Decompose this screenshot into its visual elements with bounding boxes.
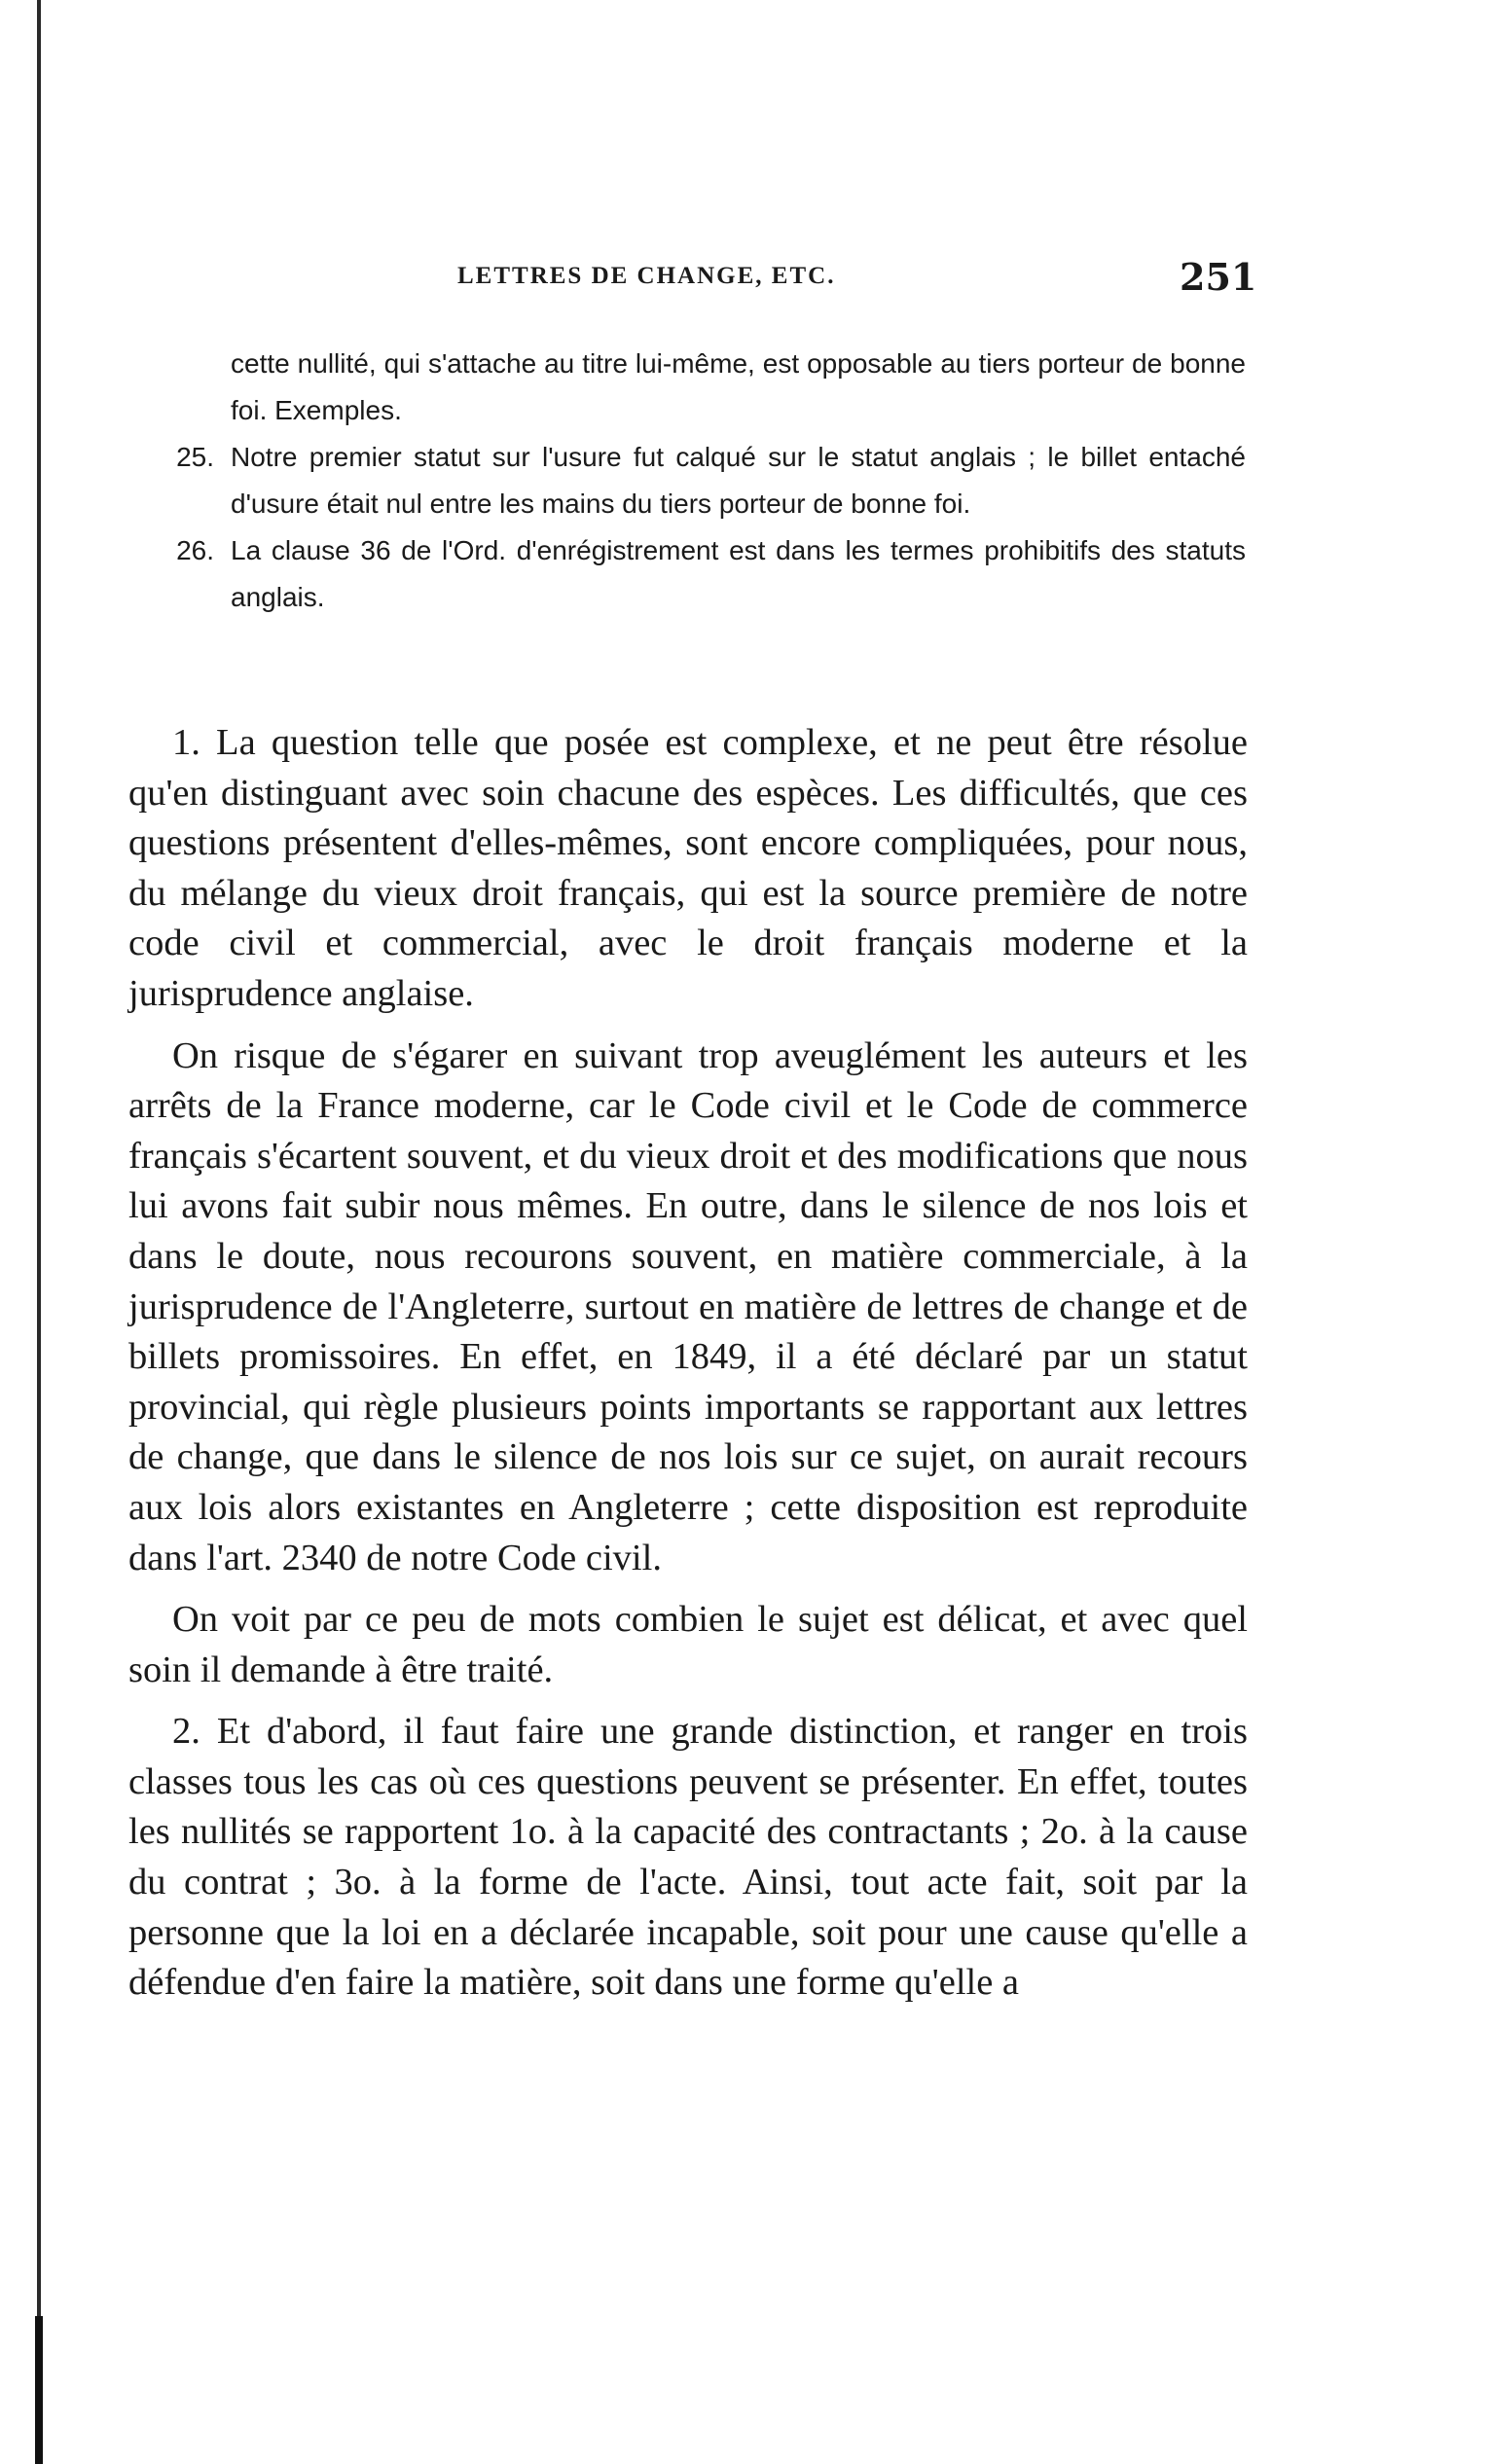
page-number: 251 [1180,255,1257,299]
summary-item [136,527,1246,621]
summary-item-text: cette nullité, qui s'attache au titre lui-même, est opposable au tiers porteur de bonne foi. Exemples. [231,348,1246,425]
running-title: LETTRES DE CHANGE, ETC. [457,263,836,289]
paragraph: 2. Et d'abord, il faut faire une grande distinction, et ranger en trois classes tous les cas où ces questions peuvent se présenter. En effet, toutes les nullités se rapportent 1o. à la capacité des contractants ; 2o. à la cause du contrat ; 3o. à la forme de l'acte. Ainsi, tout acte fait, soit par la personne que la loi en a déclarée incapable, soit pour une cause qu'elle a défendue d'en faire la matière, soit dans une forme qu'elle a [128,1711,1248,2004]
paragraph: On voit par ce peu de mots combien le sujet est délicat, et avec quel soin il demande à être traité. [128,1599,1248,1690]
summary-item-text: Notre premier statut sur l'usure fut calqué sur le statut anglais ; le billet entaché d'usure était nul entre les mains du tiers porteur de bonne foi. [231,442,1246,519]
summary-item [136,434,1246,527]
binding-edge-bottom [35,2316,43,2464]
summary-item-number: 25. [176,442,214,472]
summary-item-text: La clause 36 de l'Ord. d'enrégistrement est dans les termes prohibitifs des statuts anglais. [231,535,1246,612]
summary-item-number: 26. [176,535,214,565]
body-text [128,718,1248,2020]
summary-item [136,341,1246,434]
summary-list [136,341,1246,621]
binding-edge [37,0,41,2464]
paragraph: On risque de s'égarer en suivant trop aveuglément les auteurs et les arrêts de la France moderne, car le Code civil et le Code de commerce français s'écartent souvent, et du vieux droit et des modifications que nous lui avons fait subir nous mêmes. En outre, dans le silence de nos lois et dans le doute, nous recourons souvent, en matière commerciale, à la jurisprudence de l'Angleterre, surtout en matière de lettres de change et de billets promissoires. En effet, en 1849, il a été déclaré par un statut provincial, qui règle plusieurs points importants se rapportant aux lettres de change, que dans le silence de nos lois sur ce sujet, on aurait recours aux lois alors existantes en Angleterre ; cette disposition est reproduite dans l'art. 2340 de notre Code civil. [128,1034,1248,1578]
paragraph: 1. La question telle que posée est complexe, et ne peut être résolue qu'en distinguant avec soin chacune des espèces. Les difficultés, que ces questions présentent d'elles-mêmes, sont encore compliquées, pour nous, du mélange du vieux droit français, qui est la source première de notre code civil et commercial, avec le droit français moderne et la jurisprudence anglaise. [128,722,1248,1014]
